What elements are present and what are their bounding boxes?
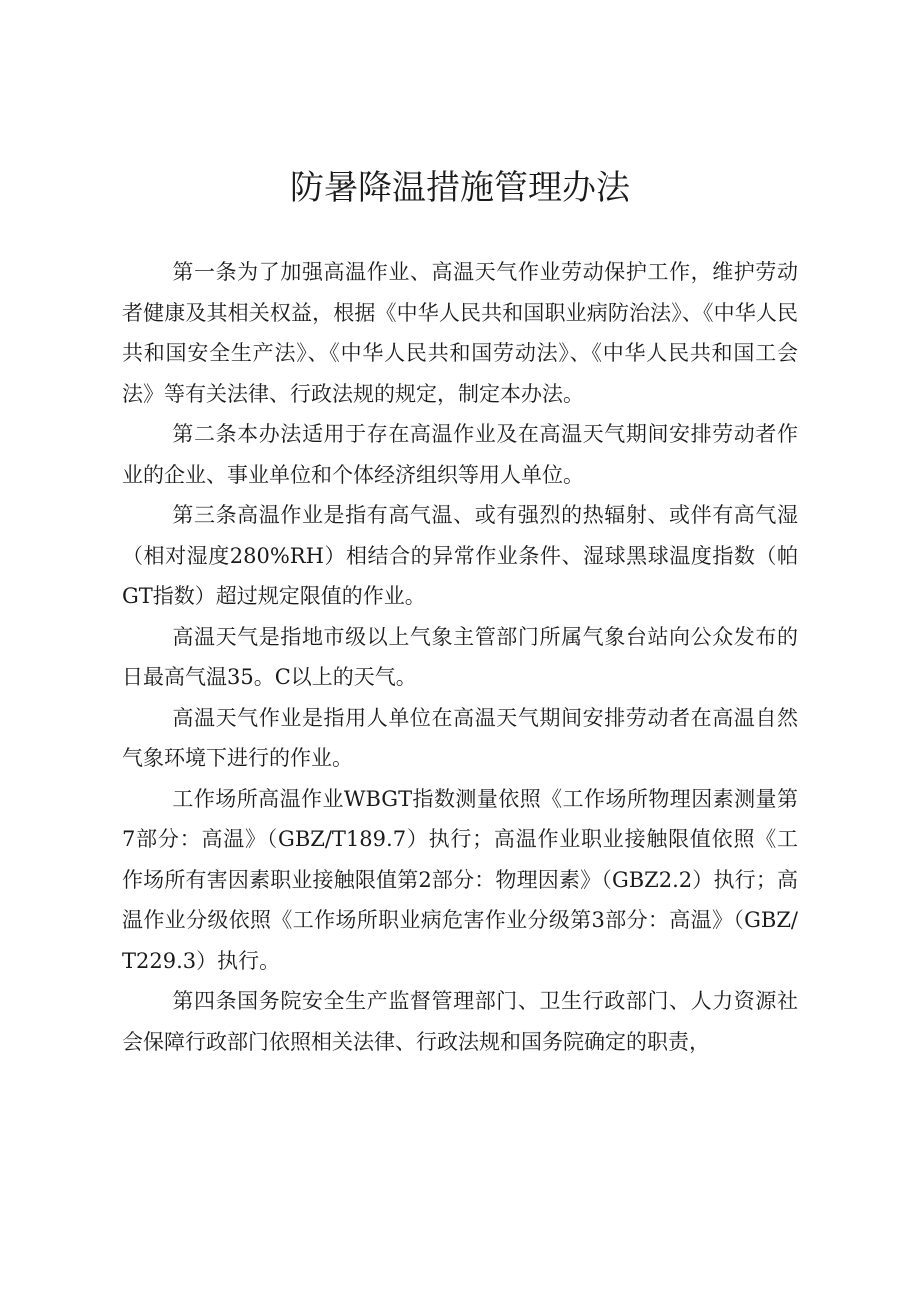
document-title: 防暑降温措施管理办法	[290, 168, 630, 208]
document-body	[122, 252, 798, 1062]
paragraph-high-temp-weather: 高温天气是指地市级以上气象主管部门所属气象台站向公众发布的日最高气温35。C以上的天气。	[122, 624, 798, 689]
paragraph-article-1: 第一条为了加强高温作业、高温天气作业劳动保护工作，维护劳动者健康及其相关权益，根据《中华人民共和国职业病防治法》、《中华人民共和国安全生产法》、《中华人民共和国劳动法》、《中华人民共和国工会法》等有关法律、行政法规的规定，制定本办法。	[122, 260, 798, 406]
paragraph-high-temp-weather-work: 高温天气作业是指用人单位在高温天气期间安排劳动者在高温自然气象环境下进行的作业。	[122, 705, 798, 770]
paragraph-article-4: 第四条国务院安全生产监督管理部门、卫生行政部门、人力资源社会保障行政部门依照相关法律、行政法规和国务院确定的职责，	[122, 989, 798, 1054]
paragraph-measurement-standards: 工作场所高温作业WBGT指数测量依照《工作场所物理因素测量第7部分：高温》（GBZ/T189.7）执行；高温作业职业接触限值依照《工作场所有害因素职业接触限值第2部分：物理因素》（GBZ2.2）执行；高温作业分级依照《工作场所职业病危害作业分级第3部分：高温》（GBZ/T229.3）执行。	[122, 786, 798, 973]
paragraph-article-3: 第三条高温作业是指有高气温、或有强烈的热辐射、或伴有高气湿（相对湿度280%RH）相结合的异常作业条件、湿球黑球温度指数（帕GT指数）超过规定限值的作业。	[122, 503, 798, 608]
paragraph-article-2: 第二条本办法适用于存在高温作业及在高温天气期间安排劳动者作业的企业、事业单位和个体经济组织等用人单位。	[122, 422, 798, 487]
